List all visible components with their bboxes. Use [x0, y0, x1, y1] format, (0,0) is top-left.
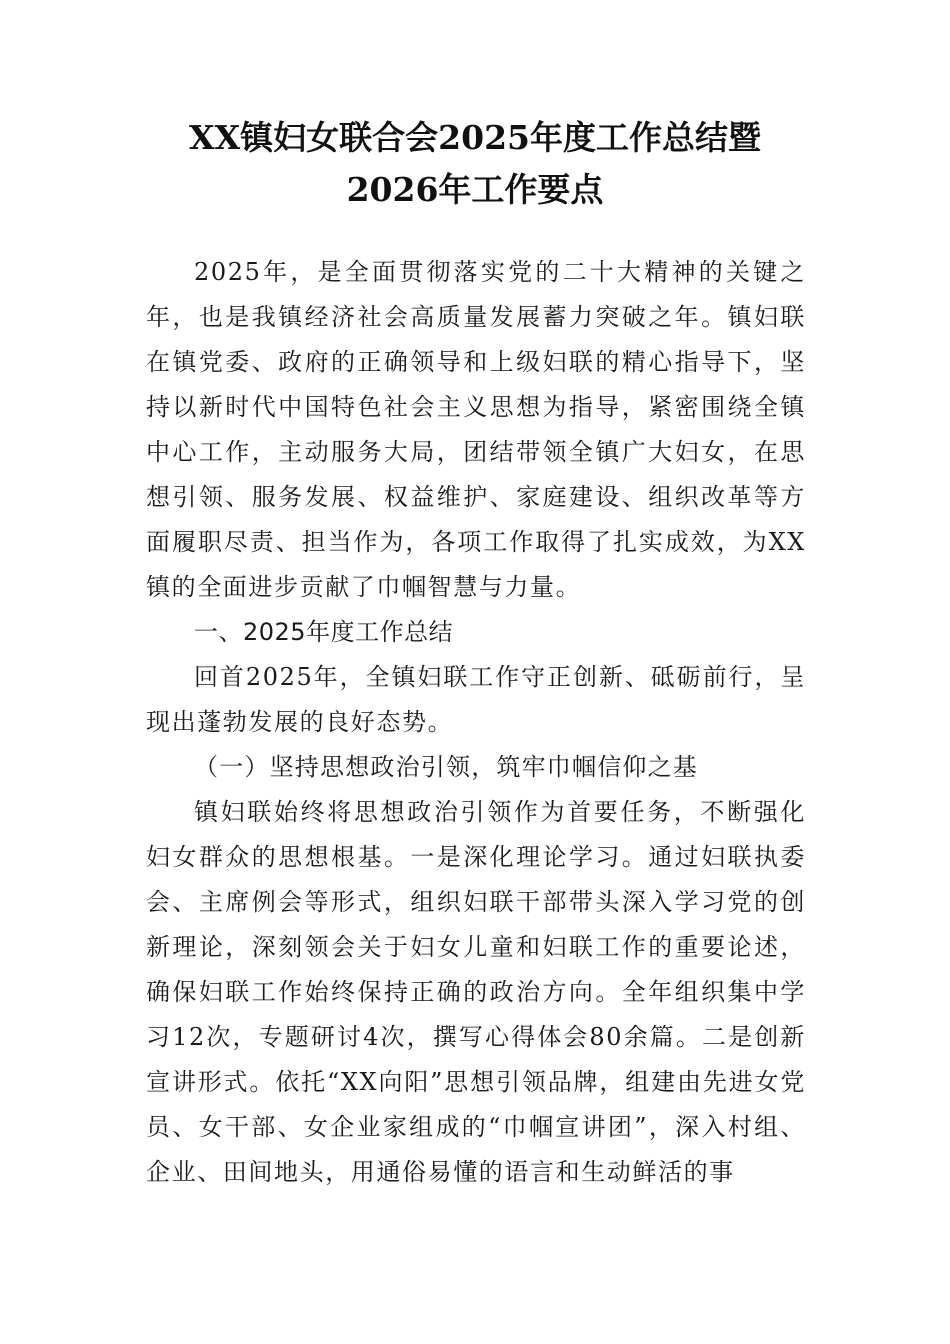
title-line-2: 2026年工作要点 [346, 170, 604, 209]
document-title [120, 112, 830, 216]
title-line-1: XX镇妇女联合会2025年度工作总结暨 [188, 118, 762, 157]
paragraph-ideology: 镇妇联始终将思想政治引领作为首要任务，不断强化妇女群众的思想根基。一是深化理论学习。通过妇联执委会、主席例会等形式，组织妇联干部带头深入学习党的创新理论，深刻领会关于妇女儿童和妇联工作的重要论述，确保妇联工作始终保持正确的政治方向。全年组织集中学习12次，专题研讨4次，撰写心得体会80余篇。二是创新宣讲形式。依托“XX向阳”思想引领品牌，组建由先进女党员、女干部、女企业家组成的“巾帼宣讲团”，深入村组、企业、田间地头，用通俗易懂的语言和生动鲜活的事 [146, 798, 806, 1186]
document-body [146, 250, 806, 1195]
section-heading-1: 一、2025年度工作总结 [194, 618, 454, 646]
paragraph-review: 回首2025年，全镇妇联工作守正创新、砥砺前行，呈现出蓬勃发展的良好态势。 [146, 663, 806, 736]
paragraph-intro: 2025年，是全面贯彻落实党的二十大精神的关键之年，也是我镇经济社会高质量发展蓄力突破之年。镇妇联在镇党委、政府的正确领导和上级妇联的精心指导下，坚持以新时代中国特色社会主义思想为指导，紧密围绕全镇中心工作，主动服务大局，团结带领全镇广大妇女，在思想引领、服务发展、权益维护、家庭建设、组织改革等方面履职尽责、担当作为，各项工作取得了扎实成效，为XX镇的全面进步贡献了巾帼智慧与力量。 [146, 258, 806, 601]
subsection-heading-1: （一）坚持思想政治引领，筑牢巾帼信仰之基 [194, 753, 698, 781]
